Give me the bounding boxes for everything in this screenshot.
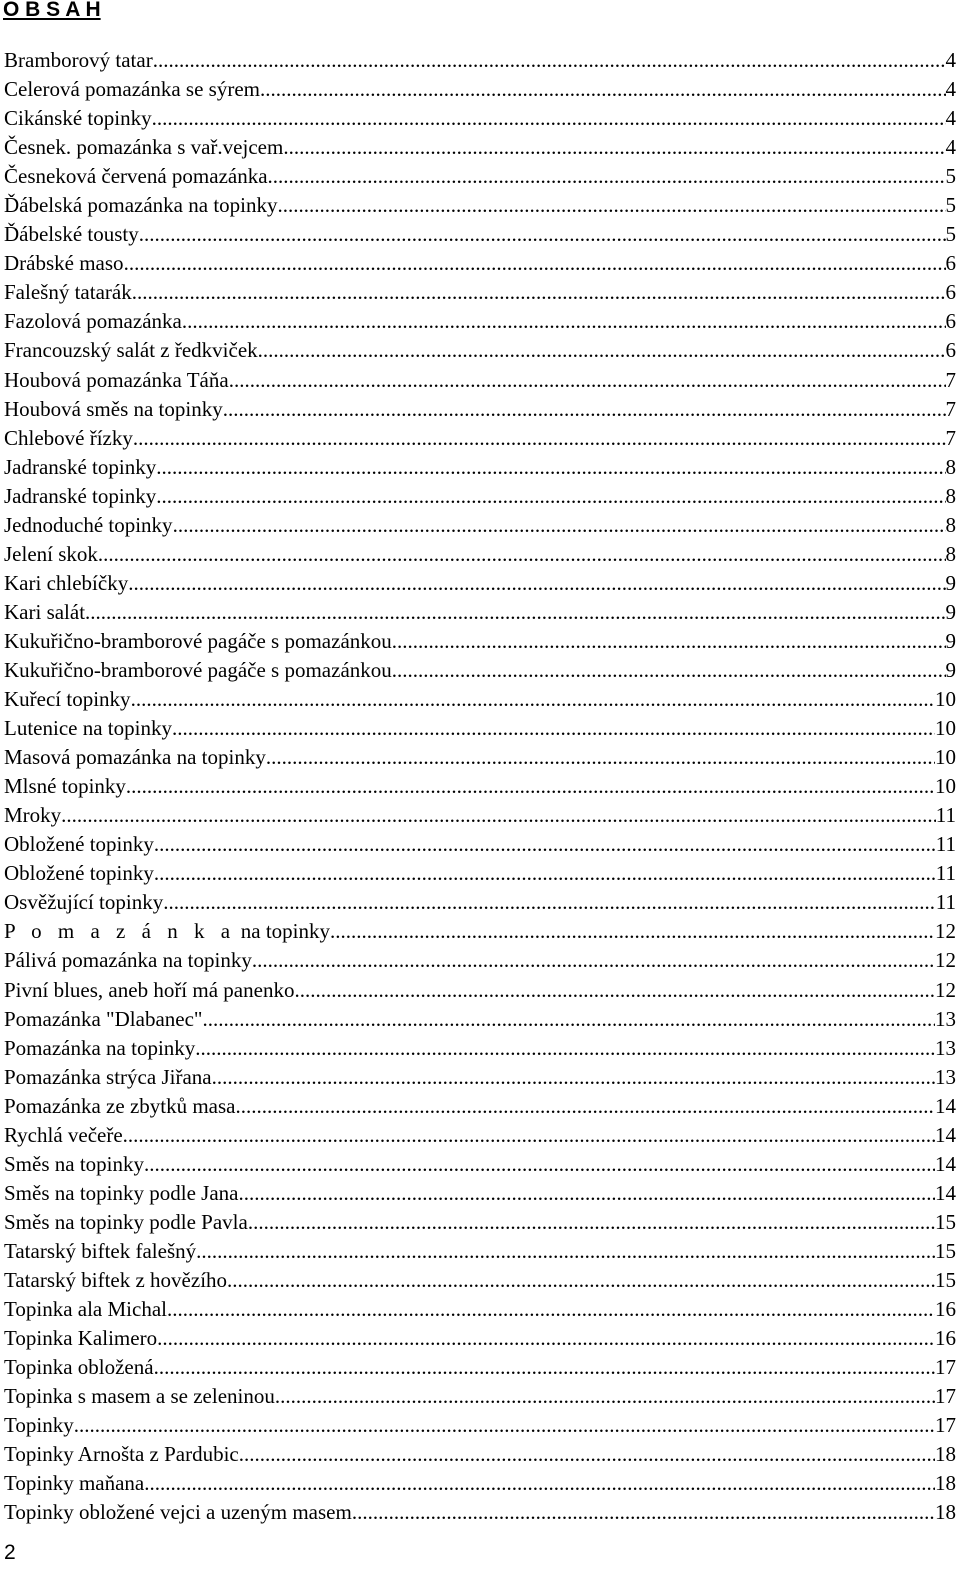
toc-dot-leader bbox=[229, 366, 946, 395]
toc-dot-leader bbox=[239, 1440, 935, 1469]
toc-dot-leader bbox=[212, 1063, 935, 1092]
toc-entry-page: 6 bbox=[945, 251, 956, 276]
toc-entry[interactable] bbox=[4, 46, 956, 75]
toc-dot-leader bbox=[258, 336, 946, 365]
toc-entry[interactable] bbox=[4, 1266, 956, 1295]
toc-entry-page: 12 bbox=[935, 919, 956, 944]
toc-entry-title bbox=[4, 917, 330, 946]
toc-entry[interactable] bbox=[4, 859, 956, 888]
toc-entry-title: Houbová směs na topinky bbox=[4, 396, 223, 421]
toc-entry[interactable] bbox=[4, 1237, 956, 1266]
toc-entry-title: Topinka obložená bbox=[4, 1355, 154, 1380]
toc-entry[interactable] bbox=[4, 307, 956, 336]
toc-entry[interactable] bbox=[4, 1121, 956, 1150]
toc-entry-page: 8 bbox=[945, 483, 956, 508]
toc-entry-page: 14 bbox=[935, 1122, 956, 1147]
toc-entry[interactable] bbox=[4, 191, 956, 220]
toc-entry-title: Jelení skok bbox=[4, 541, 98, 566]
toc-dot-leader bbox=[133, 424, 946, 453]
toc-entry-page: 15 bbox=[935, 1209, 956, 1234]
toc-entry-page: 12 bbox=[935, 948, 956, 973]
toc-dot-leader bbox=[248, 1208, 935, 1237]
toc-dot-leader bbox=[156, 453, 945, 482]
toc-dot-leader bbox=[156, 482, 945, 511]
toc-dot-leader bbox=[124, 249, 946, 278]
toc-dot-leader bbox=[128, 569, 945, 598]
toc-entry-page: 12 bbox=[935, 977, 956, 1002]
toc-entry[interactable] bbox=[4, 946, 956, 975]
toc-entry[interactable] bbox=[4, 685, 956, 714]
toc-entry-title: Směs na topinky bbox=[4, 1151, 144, 1176]
toc-dot-leader bbox=[154, 1353, 935, 1382]
toc-entry-page: 8 bbox=[945, 512, 956, 537]
toc-entry[interactable] bbox=[4, 627, 956, 656]
toc-entry[interactable] bbox=[4, 104, 956, 133]
toc-entry-page: 13 bbox=[935, 1064, 956, 1089]
toc-entry-title-rest: na topinky bbox=[235, 919, 331, 944]
toc-entry-title: Pomazánka na topinky bbox=[4, 1035, 196, 1060]
toc-entry[interactable] bbox=[4, 424, 956, 453]
toc-entry-title: Falešný tatarák bbox=[4, 280, 132, 305]
toc-dot-leader bbox=[352, 1498, 935, 1527]
toc-dot-leader bbox=[154, 830, 936, 859]
toc-entry[interactable] bbox=[4, 1092, 956, 1121]
toc-entry-title: Kari chlebíčky bbox=[4, 570, 129, 595]
toc-entry[interactable] bbox=[4, 511, 956, 540]
toc-entry-page: 8 bbox=[945, 454, 956, 479]
toc-entry[interactable] bbox=[4, 453, 956, 482]
toc-entry-page: 7 bbox=[945, 425, 956, 450]
toc-entry-title: Pomazánka strýca Jiřana bbox=[4, 1064, 212, 1089]
toc-entry[interactable] bbox=[4, 772, 956, 801]
toc-entry-page: 17 bbox=[935, 1384, 956, 1409]
toc-entry-title: Obložené topinky bbox=[4, 861, 154, 886]
toc-entry[interactable] bbox=[4, 220, 956, 249]
toc-entry[interactable] bbox=[4, 1324, 956, 1353]
toc-entry[interactable] bbox=[4, 1382, 956, 1411]
toc-dot-leader bbox=[196, 1237, 935, 1266]
toc-dot-leader bbox=[275, 1382, 935, 1411]
toc-dot-leader bbox=[260, 75, 946, 104]
toc-entry[interactable] bbox=[4, 395, 956, 424]
toc-entry-page: 17 bbox=[935, 1355, 956, 1380]
toc-dot-leader bbox=[330, 917, 935, 946]
toc-entry-title: Drábské maso bbox=[4, 251, 124, 276]
toc-entry-page: 14 bbox=[935, 1151, 956, 1176]
toc-entry-title: Francouzský salát z ředkviček bbox=[4, 338, 258, 363]
toc-dot-leader bbox=[132, 278, 946, 307]
toc-entry-title: Obložené topinky bbox=[4, 832, 154, 857]
toc-entry[interactable] bbox=[4, 743, 956, 772]
toc-entry-page: 10 bbox=[935, 774, 956, 799]
toc-entry-title: Tatarský biftek z hovězího bbox=[4, 1267, 228, 1292]
toc-dot-leader bbox=[139, 220, 946, 249]
toc-entry-page: 9 bbox=[945, 599, 956, 624]
toc-entry[interactable] bbox=[4, 540, 956, 569]
toc-dot-leader bbox=[131, 685, 935, 714]
toc-dot-leader bbox=[126, 772, 935, 801]
toc-entry-title: Masová pomazánka na topinky bbox=[4, 745, 266, 770]
toc-entry-title: Topinky bbox=[4, 1413, 74, 1438]
toc-entry[interactable] bbox=[4, 1411, 956, 1440]
toc-entry-page: 5 bbox=[945, 164, 956, 189]
toc-entry-title: Kuřecí topinky bbox=[4, 687, 131, 712]
toc-entry-title: Jadranské topinky bbox=[4, 454, 157, 479]
toc-entry[interactable] bbox=[4, 656, 956, 685]
toc-entry[interactable] bbox=[4, 714, 956, 743]
toc-entry[interactable] bbox=[4, 830, 956, 859]
toc-entry[interactable] bbox=[4, 801, 956, 830]
toc-entry-title: Topinky obložené vejci a uzeným masem bbox=[4, 1500, 352, 1525]
toc-entry[interactable] bbox=[4, 1440, 956, 1469]
toc-entry-title: Ďábelská pomazánka na topinky bbox=[4, 193, 278, 218]
page-number: 2 bbox=[4, 1541, 16, 1564]
toc-entry[interactable] bbox=[4, 75, 956, 104]
toc-dot-leader bbox=[195, 1034, 935, 1063]
toc-entry-title: Ďábelské tousty bbox=[4, 222, 139, 247]
toc-entry-title: Mlsné topinky bbox=[4, 774, 126, 799]
toc-entry-title: Kari salát bbox=[4, 599, 86, 624]
toc-dot-leader bbox=[123, 1121, 935, 1150]
toc-entry-title: Topinky Arnošta z Pardubic bbox=[4, 1442, 239, 1467]
toc-entry[interactable] bbox=[4, 976, 956, 1005]
toc-entry-page: 9 bbox=[945, 628, 956, 653]
toc-entry-title: Pomazánka "Dlabanec" bbox=[4, 1006, 203, 1031]
toc-entry-page: 7 bbox=[945, 367, 956, 392]
toc-dot-leader bbox=[74, 1411, 935, 1440]
toc-dot-leader bbox=[144, 1469, 935, 1498]
toc-dot-leader bbox=[167, 1295, 935, 1324]
toc-dot-leader bbox=[157, 1324, 935, 1353]
toc-entry-title: Cikánské topinky bbox=[4, 106, 152, 131]
toc-entry-title: Směs na topinky podle Jana bbox=[4, 1180, 239, 1205]
toc-entry-page: 13 bbox=[935, 1035, 956, 1060]
toc-entry[interactable] bbox=[4, 1353, 956, 1382]
toc-entry-title: Osvěžující topinky bbox=[4, 890, 164, 915]
toc-entry-page: 13 bbox=[935, 1006, 956, 1031]
toc-dot-leader bbox=[236, 1092, 936, 1121]
toc-entry[interactable] bbox=[4, 917, 956, 946]
toc-entry[interactable] bbox=[4, 1208, 956, 1237]
toc-entry-page: 6 bbox=[945, 309, 956, 334]
toc-entry-page: 15 bbox=[935, 1238, 956, 1263]
toc-entry[interactable] bbox=[4, 1005, 956, 1034]
toc-entry-title: Pomazánka ze zbytků masa bbox=[4, 1093, 236, 1118]
toc-dot-leader bbox=[283, 133, 945, 162]
toc-dot-leader bbox=[392, 656, 946, 685]
toc-entry-page: 6 bbox=[945, 280, 956, 305]
toc-entry-page: 14 bbox=[935, 1180, 956, 1205]
toc-entry[interactable] bbox=[4, 1150, 956, 1179]
toc-entry[interactable] bbox=[4, 249, 956, 278]
toc-entry-title: Rychlá večeře bbox=[4, 1122, 123, 1147]
toc-entry-page: 6 bbox=[945, 338, 956, 363]
toc-entry-page: 5 bbox=[945, 193, 956, 218]
toc-entry[interactable] bbox=[4, 1063, 956, 1092]
toc-dot-leader bbox=[154, 859, 936, 888]
toc-entry[interactable] bbox=[4, 888, 956, 917]
toc-entry-title: Mroky bbox=[4, 803, 62, 828]
toc-entry-page: 10 bbox=[935, 687, 956, 712]
toc-entry-page: 4 bbox=[945, 77, 956, 102]
toc-dot-leader bbox=[223, 395, 946, 424]
toc-dot-leader bbox=[152, 104, 946, 133]
toc-dot-leader bbox=[98, 540, 946, 569]
toc-entry-title-spaced: P o m a z á n k a bbox=[4, 919, 236, 944]
toc-entry-page: 4 bbox=[945, 135, 956, 160]
toc-entry-title: Kukuřično-bramborové pagáče s pomazánkou bbox=[4, 657, 392, 682]
toc-entry-page: 16 bbox=[935, 1297, 956, 1322]
toc-entry-page: 15 bbox=[935, 1267, 956, 1292]
toc-entry[interactable] bbox=[4, 1295, 956, 1324]
toc-dot-leader bbox=[172, 714, 935, 743]
toc-entry-title: Jadranské topinky bbox=[4, 483, 157, 508]
toc-entry[interactable] bbox=[4, 1034, 956, 1063]
toc-entry-page: 4 bbox=[945, 48, 956, 72]
toc-entry-title: Chlebové řízky bbox=[4, 425, 133, 450]
toc-dot-leader bbox=[202, 1005, 935, 1034]
toc-entry-page: 18 bbox=[935, 1500, 956, 1525]
toc-entry-title: Topinka ala Michal bbox=[4, 1297, 167, 1322]
toc-dot-leader bbox=[182, 307, 946, 336]
toc-dot-leader bbox=[227, 1266, 935, 1295]
toc-entry-title: Česneková červená pomazánka bbox=[4, 164, 268, 189]
toc-dot-leader bbox=[163, 888, 936, 917]
toc-entry-title: Pálivá pomazánka na topinky bbox=[4, 948, 252, 973]
toc-entry-title: Pivní blues, aneb hoří má panenko bbox=[4, 977, 295, 1002]
toc-entry[interactable] bbox=[4, 278, 956, 307]
toc-entry[interactable] bbox=[4, 336, 956, 365]
toc-entry-title: Topinky maňana bbox=[4, 1471, 145, 1496]
toc-entry-page: 11 bbox=[935, 832, 956, 857]
toc-entry-page: 11 bbox=[935, 890, 956, 915]
toc-dot-leader bbox=[173, 511, 946, 540]
toc-entry-page: 18 bbox=[935, 1442, 956, 1467]
toc-entry-page: 9 bbox=[945, 657, 956, 682]
toc-entry-page: 17 bbox=[935, 1413, 956, 1438]
toc-dot-leader bbox=[392, 627, 946, 656]
table-of-contents bbox=[4, 46, 956, 1527]
toc-entry[interactable] bbox=[4, 1498, 956, 1527]
toc-dot-leader bbox=[61, 801, 936, 830]
toc-entry-page: 11 bbox=[935, 861, 956, 886]
toc-dot-leader bbox=[294, 976, 935, 1005]
toc-dot-leader bbox=[238, 1179, 935, 1208]
toc-entry-title: Lutenice na topinky bbox=[4, 716, 172, 741]
toc-dot-leader bbox=[153, 46, 946, 75]
toc-entry-title: Česnek. pomazánka s vař.vejcem bbox=[4, 135, 284, 160]
toc-entry[interactable] bbox=[4, 598, 956, 627]
toc-entry-title: Topinka s masem a se zeleninou bbox=[4, 1384, 275, 1409]
toc-entry-page: 4 bbox=[945, 106, 956, 131]
toc-entry[interactable] bbox=[4, 1469, 956, 1498]
toc-entry[interactable] bbox=[4, 1179, 956, 1208]
toc-entry-page: 8 bbox=[945, 541, 956, 566]
toc-entry-page: 7 bbox=[945, 396, 956, 421]
toc-entry-title: Celerová pomazánka se sýrem bbox=[4, 77, 260, 102]
toc-dot-leader bbox=[252, 946, 935, 975]
toc-entry-page: 18 bbox=[935, 1471, 956, 1496]
toc-entry-page: 9 bbox=[945, 570, 956, 595]
toc-entry[interactable] bbox=[4, 162, 956, 191]
toc-entry-title: Směs na topinky podle Pavla bbox=[4, 1209, 248, 1234]
toc-entry[interactable] bbox=[4, 482, 956, 511]
toc-dot-leader bbox=[85, 598, 945, 627]
toc-entry-title: Tatarský biftek falešný bbox=[4, 1238, 197, 1263]
toc-entry[interactable] bbox=[4, 366, 956, 395]
toc-dot-leader bbox=[266, 743, 935, 772]
toc-entry[interactable] bbox=[4, 569, 956, 598]
toc-entry-page: 10 bbox=[935, 745, 956, 770]
toc-entry[interactable] bbox=[4, 133, 956, 162]
toc-entry-page: 14 bbox=[935, 1093, 956, 1118]
toc-dot-leader bbox=[268, 162, 946, 191]
toc-dot-leader bbox=[278, 191, 946, 220]
toc-heading: O B S A H bbox=[3, 0, 101, 21]
toc-entry-page: 16 bbox=[935, 1326, 956, 1351]
toc-entry-title: Houbová pomazánka Táňa bbox=[4, 367, 229, 392]
toc-entry-page: 5 bbox=[945, 222, 956, 247]
toc-entry-title: Bramborový tatar bbox=[4, 48, 153, 72]
toc-entry-title: Jednoduché topinky bbox=[4, 512, 173, 537]
toc-dot-leader bbox=[144, 1150, 935, 1179]
toc-entry-title: Topinka Kalimero bbox=[4, 1326, 158, 1351]
toc-entry-title: Kukuřično-bramborové pagáče s pomazánkou bbox=[4, 628, 392, 653]
toc-entry-page: 10 bbox=[935, 716, 956, 741]
toc-entry-page: 11 bbox=[935, 803, 956, 828]
toc-entry-title: Fazolová pomazánka bbox=[4, 309, 182, 334]
